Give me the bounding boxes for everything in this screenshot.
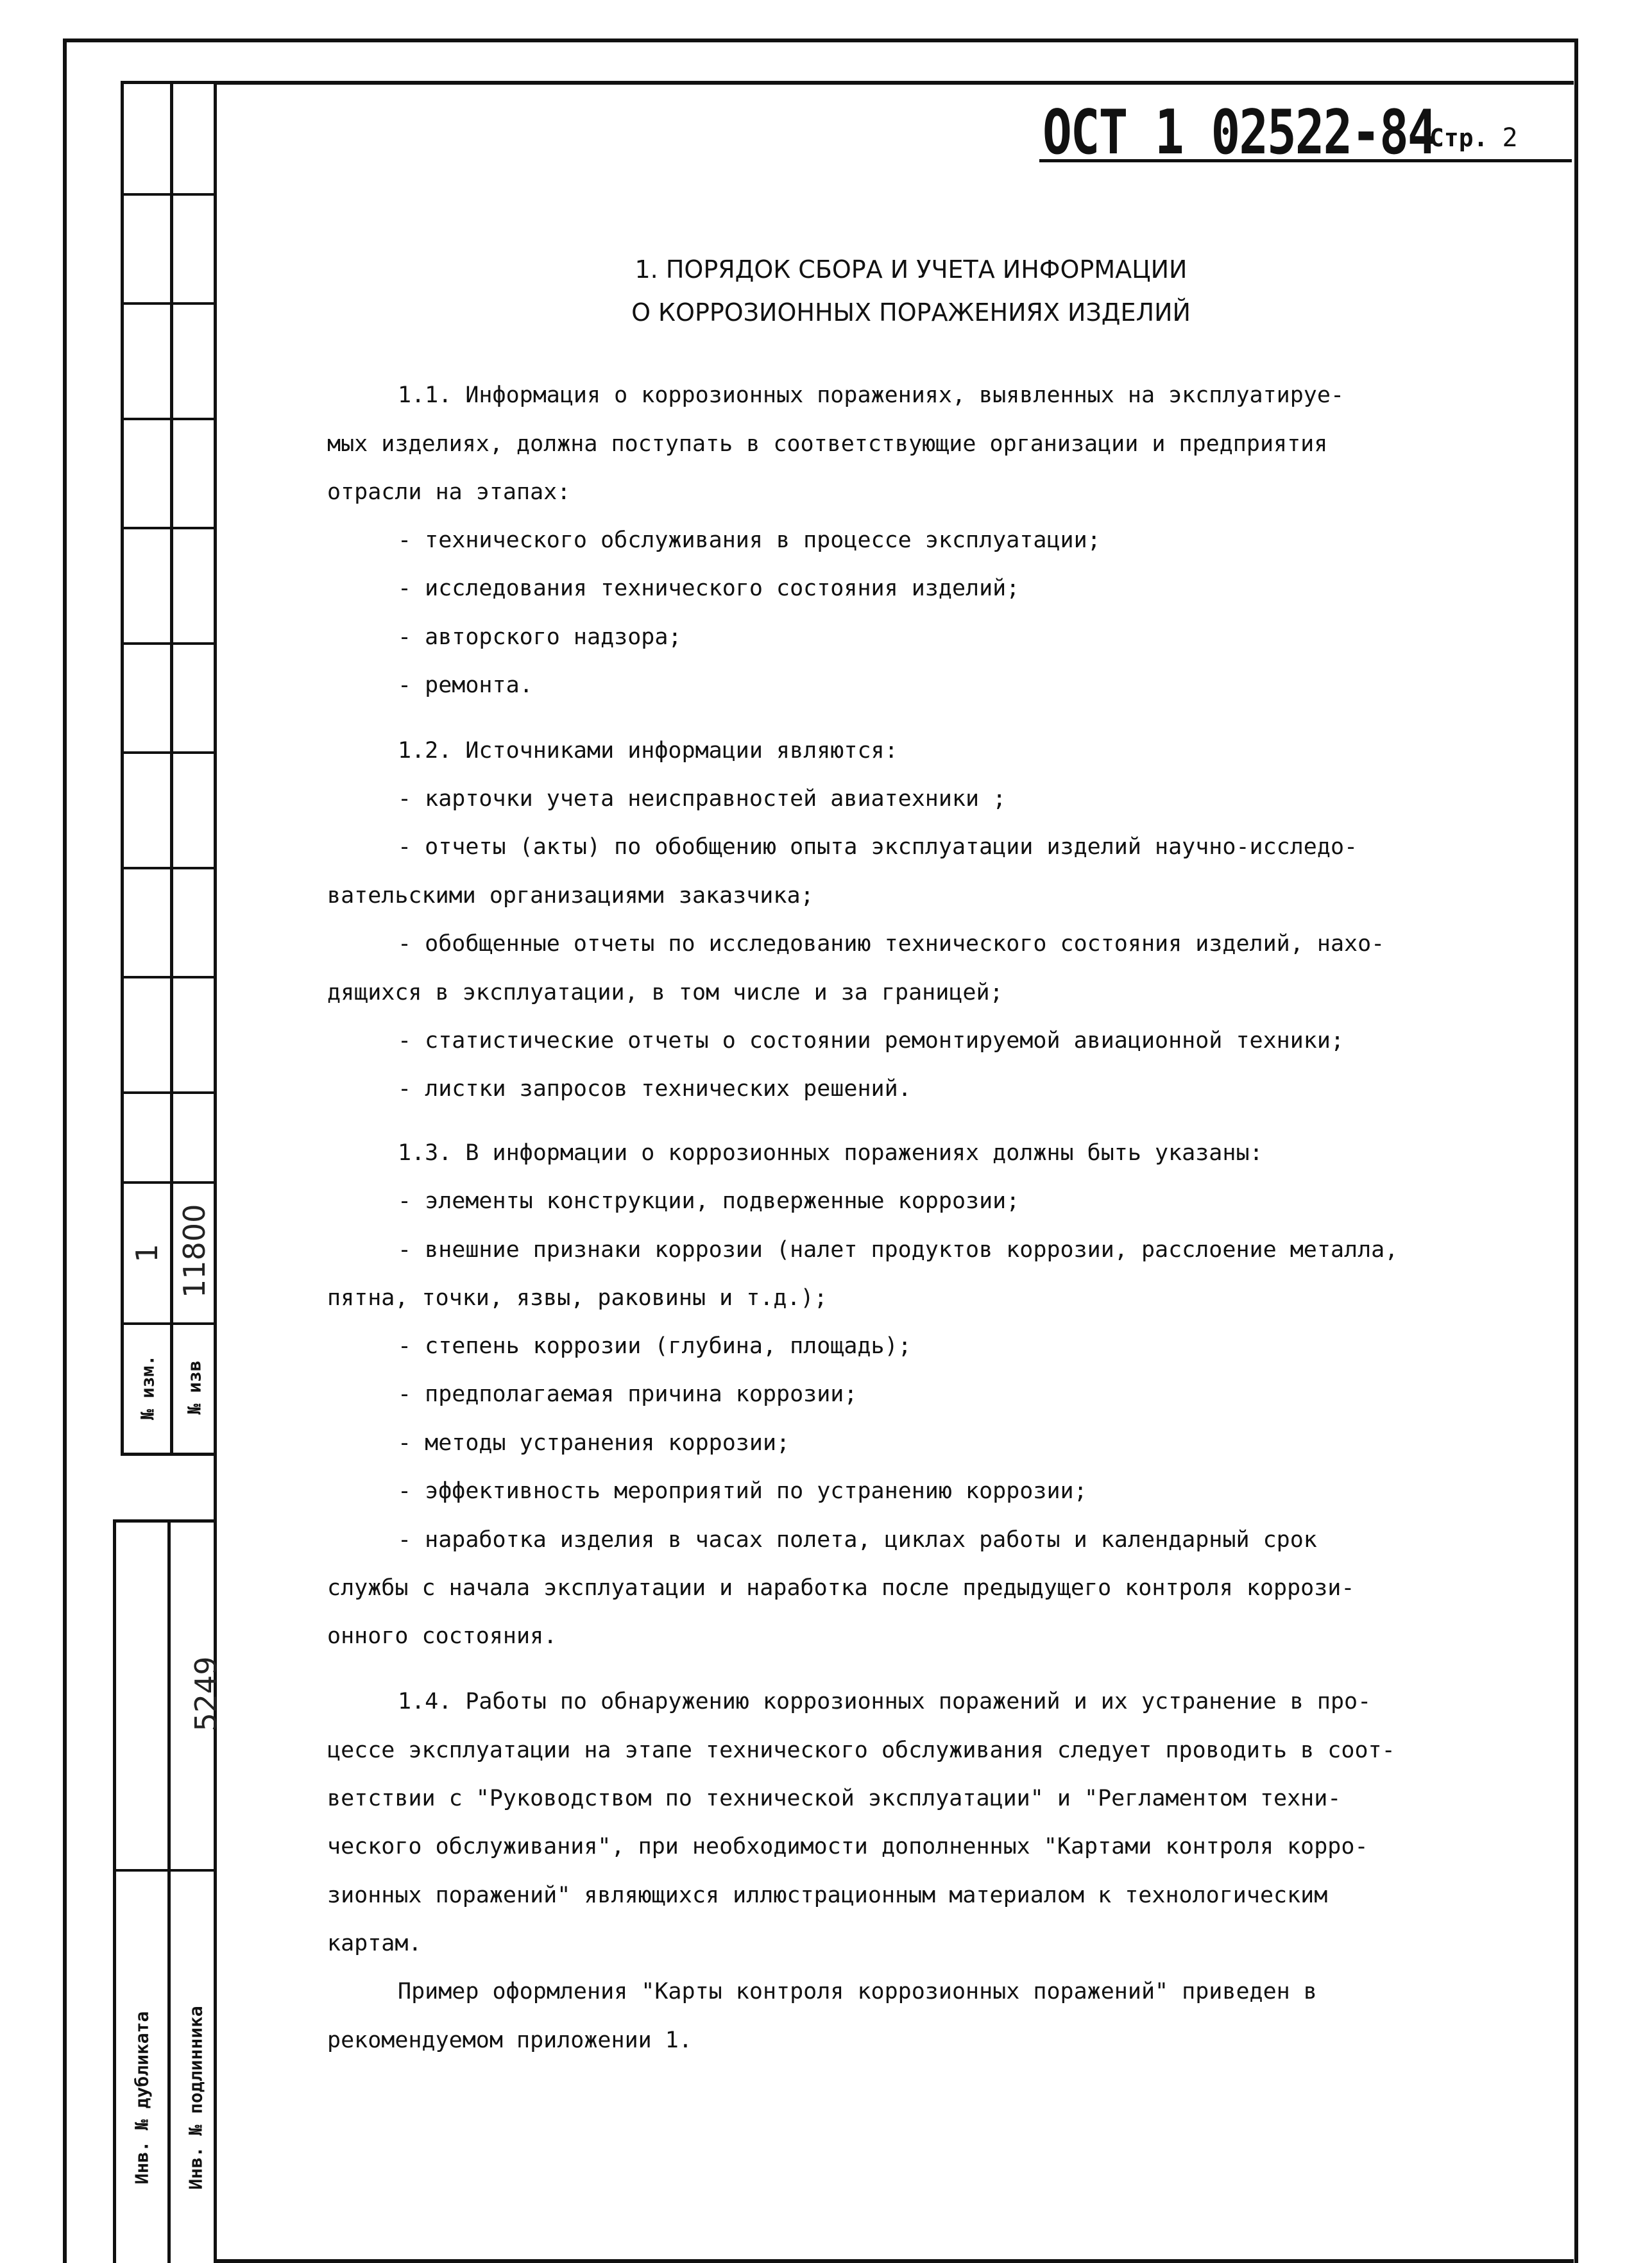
duplicate-inventory-label: Инв. № дубликата <box>131 2011 153 2185</box>
body-line: - исследования технического состояния изделий; <box>398 576 1020 601</box>
body-line: 1.1. Информация о коррозионных поражениях, выявленных на эксплуатируе- <box>398 382 1345 408</box>
body-line: - внешние признаки коррозии (налет продуктов коррозии, расслоение металла, <box>398 1237 1399 1263</box>
page-number: 2 <box>1502 123 1518 153</box>
change-number-label: № изм. <box>137 1354 158 1421</box>
body-line: дящихся в эксплуатации, в том числе и за границей; <box>327 980 1003 1005</box>
body-line: - технического обслуживания в процессе эксплуатации; <box>398 527 1101 553</box>
notice-number-value: 11800 <box>177 1204 212 1298</box>
header-underline <box>1039 159 1572 162</box>
body-line: 1.4. Работы по обнаружению коррозионных поражений и их устранение в про- <box>398 1689 1372 1714</box>
body-line: ветствии с "Руководством по технической эксплуатации" и "Регламентом техни- <box>327 1786 1341 1811</box>
body-line: - статистические отчеты о состоянии ремонтируемой авиационной техники; <box>398 1028 1345 1054</box>
revision-stamp <box>121 81 217 1456</box>
body-line: Пример оформления "Карты контроля коррозионных поражений" приведен в <box>398 1979 1317 2004</box>
body-line: - листки запросов технических решений. <box>398 1076 912 1102</box>
body-line: вательскими организациями заказчика; <box>327 883 814 909</box>
body-line: - эффективность мероприятий по устранению коррозии; <box>398 1478 1087 1504</box>
notice-number-label: № изв <box>183 1360 205 1415</box>
body-line: - наработка изделия в часах полета, циклах работы и календарный срок <box>398 1527 1317 1553</box>
original-inventory-label: Инв. № подлинника <box>185 2006 207 2190</box>
body-line: - авторского надзора; <box>398 624 682 650</box>
body-line: отрасли на этапах: <box>327 479 571 505</box>
body-line: - элементы конструкции, подверженные коррозии; <box>398 1188 1020 1214</box>
body-line: картам. <box>327 1931 422 1956</box>
body-line: - методы устранения коррозии; <box>398 1430 790 1456</box>
body-line: 1.3. В информации о коррозионных поражениях должны быть указаны: <box>398 1140 1263 1166</box>
original-inventory-value: 5249 <box>189 1656 223 1732</box>
section-title-line-1: 1. ПОРЯДОК СБОРА И УЧЕТА ИНФОРМАЦИИ <box>634 255 1188 284</box>
body-line: - ремонта. <box>398 672 533 698</box>
body-line: - карточки учета неисправностей авиатехники ; <box>398 786 1007 812</box>
document-code: ОСТ 1 02522-84 <box>1043 96 1436 168</box>
page-label: Стр. <box>1429 124 1488 152</box>
body-line: онного состояния. <box>327 1623 558 1649</box>
body-line: 1.2. Источниками информации являются: <box>398 738 898 764</box>
inventory-stamp <box>113 1519 223 2263</box>
body-line: ческого обслуживания", при необходимости дополненных "Картами контроля корро- <box>327 1834 1368 1859</box>
body-line: рекомендуемом приложении 1. <box>327 2028 692 2053</box>
section-title-line-2: О КОРРОЗИОННЫХ ПОРАЖЕНИЯХ ИЗДЕЛИЙ <box>631 298 1191 327</box>
body-line: цессе эксплуатации на этапе технического обслуживания следует проводить в соот- <box>327 1738 1395 1763</box>
body-line: службы с начала эксплуатации и наработка после предыдущего контроля коррози- <box>327 1575 1355 1601</box>
body-line: - обобщенные отчеты по исследованию технического состояния изделий, нахо- <box>398 931 1385 957</box>
change-number-value: 1 <box>130 1243 164 1263</box>
body-line: - отчеты (акты) по обобщению опыта эксплуатации изделий научно-исследо- <box>398 834 1358 860</box>
page-indicator <box>1429 123 1518 153</box>
body-line: - степень коррозии (глубина, площадь); <box>398 1333 912 1359</box>
body-line: пятна, точки, язвы, раковины и т.д.); <box>327 1285 828 1311</box>
body-line: - предполагаемая причина коррозии; <box>398 1381 858 1407</box>
body-line: мых изделиях, должна поступать в соответствующие организации и предприятия <box>327 431 1328 457</box>
body-line: зионных поражений" являющихся иллюстрационным материалом к технологическим <box>327 1883 1328 1908</box>
